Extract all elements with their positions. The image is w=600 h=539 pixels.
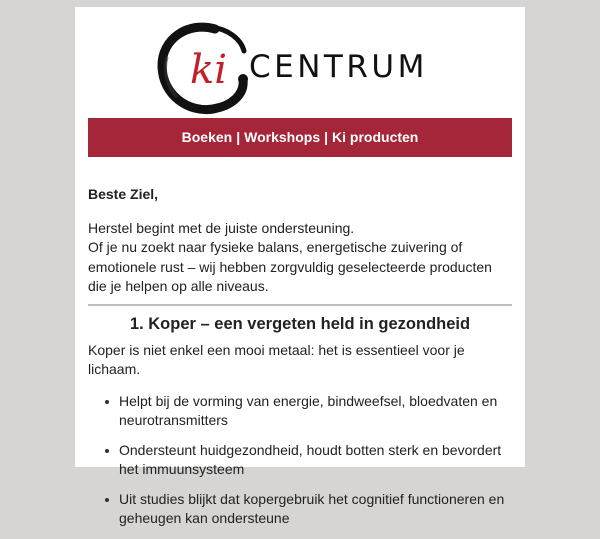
intro-line-2: Of je nu zoekt naar fysieke balans, energetische zuivering of emotionele rust – wij hebben zorgvuldig geselecteerde producten die je helpen op alle niveaus. <box>88 239 492 294</box>
section-lead: Koper is niet enkel een mooi metaal: het is essentieel voor je lichaam. <box>88 341 465 377</box>
list-item <box>105 441 512 480</box>
nav-link-boeken[interactable]: Boeken <box>181 129 233 145</box>
nav-link-workshops[interactable]: Workshops <box>244 129 321 145</box>
nav-separator: | <box>236 129 241 145</box>
benefits-list <box>88 392 512 529</box>
list-item-text: Helpt bij de vorming van energie, bindweefsel, bloedvaten en neurotransmitters <box>119 392 498 428</box>
nav-bar <box>88 118 512 157</box>
bullet-icon <box>105 498 109 502</box>
email-content <box>88 185 512 539</box>
bullet-icon <box>105 400 109 404</box>
intro-paragraph <box>88 219 512 297</box>
list-item-text: Ondersteunt huidgezondheid, houdt botten sterk en bevordert het immuunsysteem <box>119 441 502 477</box>
ki-centrum-logo[interactable] <box>153 17 443 117</box>
intro-line-1: Herstel begint met de juiste ondersteuning. <box>88 219 355 236</box>
email-card <box>75 7 525 526</box>
bullet-icon <box>105 449 109 453</box>
section-title: 1. Koper – een vergeten held in gezondheid <box>129 314 471 333</box>
nav-link-ki-producten[interactable]: Ki producten <box>332 129 419 145</box>
list-item-text: Uit studies blijkt dat kopergebruik het cognitief functioneren en geheugen kan ondersteune <box>119 490 505 526</box>
greeting: Beste Ziel, <box>88 186 159 202</box>
logo-mark: ki <box>190 47 228 93</box>
logo-wordmark: CENTRUM <box>249 49 428 85</box>
list-item <box>105 392 512 431</box>
list-item <box>105 490 512 529</box>
divider <box>88 304 512 306</box>
enso-circle-icon <box>153 17 253 117</box>
nav-separator: | <box>324 129 329 145</box>
